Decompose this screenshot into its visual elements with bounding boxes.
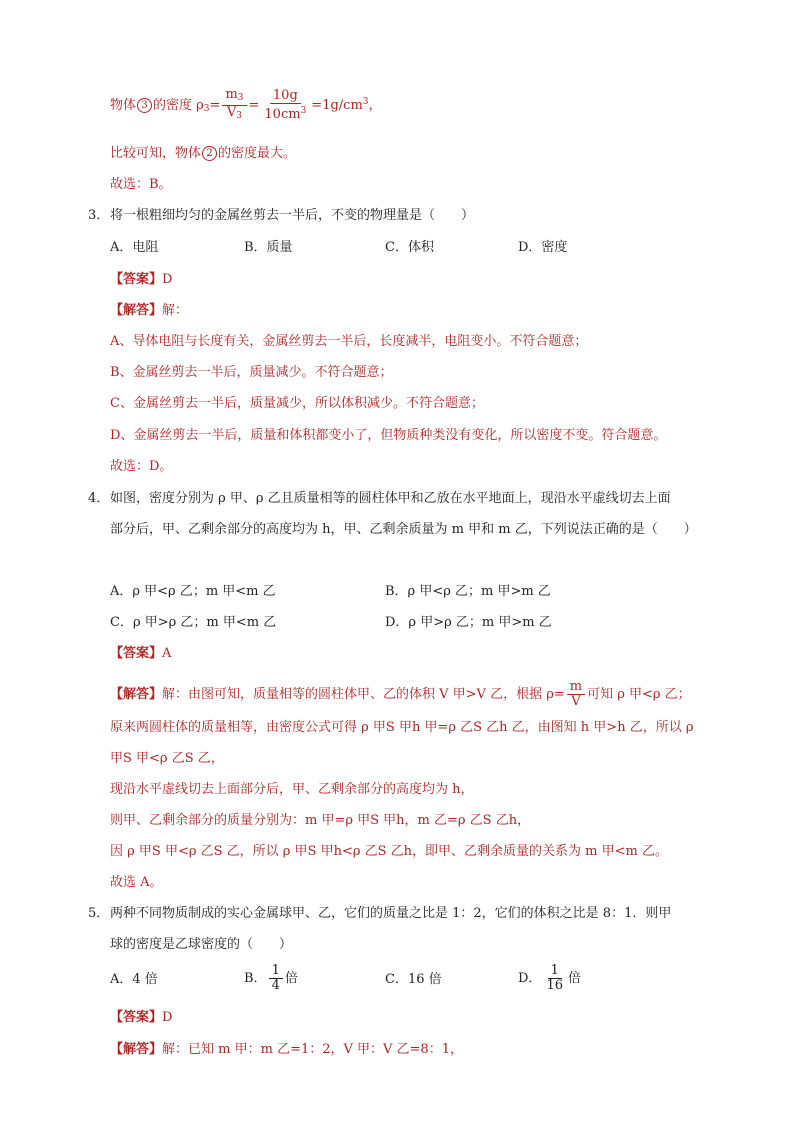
answer-label: 【答案】 [110, 646, 163, 661]
denominator: 16 [546, 978, 563, 993]
numerator: 10g [270, 89, 301, 104]
option-a: A．电阻 [110, 240, 159, 255]
compare-line [110, 146, 296, 162]
analysis-b: B、金属丝剪去一半后，质量减少。不符合题意； [110, 365, 393, 380]
analysis-a: A、导体电阻与长度有关，金属丝剪去一半后，长度减半，电阻变小。不符合题意； [110, 334, 588, 349]
answer-value: D [162, 272, 173, 287]
option-d: D．ρ 甲>ρ 乙；m 甲>m 乙 [385, 615, 552, 630]
analysis-label: 【解答】 [110, 1042, 163, 1057]
analysis-line-2: 原来两圆柱体的质量相等，由密度公式可得 ρ 甲S 甲h 甲=ρ 乙S 乙h 乙，由图知 h 甲>h 乙，所以 ρ [110, 720, 694, 735]
option-a: A．4 倍 [110, 972, 158, 987]
circled-number-3: 3 [137, 98, 152, 113]
option-c: C．16 倍 [385, 972, 442, 987]
analysis-line-3: 甲S 甲<ρ 乙S 乙， [110, 751, 224, 766]
superscript: 3 [362, 97, 369, 107]
text: 比较可知，物体 [110, 146, 202, 161]
option-c: C．ρ 甲>ρ 乙；m 甲<m 乙 [110, 615, 277, 630]
text: 倍 [567, 971, 581, 986]
answer-line [110, 1010, 172, 1026]
denominator: 4 [271, 978, 280, 993]
equals: = [248, 98, 260, 113]
denominator: V [571, 694, 581, 709]
analysis-d: D、金属丝剪去一半后，质量和体积都变小了，但物质种类没有变化，所以密度不变。符合题意。 [110, 428, 667, 443]
question-number: 4． [88, 491, 110, 506]
text: 的密度 ρ [153, 98, 204, 113]
numerator: m [225, 87, 238, 102]
fraction-10g-10cm3 [261, 89, 309, 122]
analysis-line [110, 303, 188, 319]
question-number: 5． [88, 906, 110, 921]
question-stem-1: 两种不同物质制成的实心金属球甲、乙，它们的质量之比是 1：2，它们的体积之比是 8：1．则甲 [110, 906, 672, 921]
denominator: V [226, 105, 237, 120]
question-stem-1: 如图，密度分别为 ρ 甲、ρ 乙且质量相等的圆柱体甲和乙放在水平地面上，现沿水平虚线切去上面 [110, 491, 671, 506]
equals: = [209, 98, 221, 113]
subscript: 3 [203, 104, 210, 114]
numerator: m [567, 680, 585, 695]
numerator: 1 [269, 964, 283, 979]
superscript: 3 [300, 106, 307, 116]
answer-line [110, 646, 171, 662]
choose-line: 故选：D。 [110, 459, 173, 474]
text: B． [244, 971, 267, 986]
text: 解：已知 m 甲：m 乙=1：2，V 甲：V 乙=8：1， [162, 1042, 463, 1057]
answer-label: 【答案】 [110, 272, 163, 287]
text: ， [368, 98, 382, 113]
option-b: B．ρ 甲<ρ 乙；m 甲>m 乙 [385, 584, 551, 599]
option-b: B．质量 [244, 240, 293, 255]
text: 物体 [110, 98, 137, 113]
answer-label: 【答案】 [110, 1010, 163, 1025]
option-c: C．体积 [385, 240, 434, 255]
option-b [244, 964, 298, 993]
choose-line: 故选 A。 [110, 875, 163, 890]
subscript: 3 [236, 111, 243, 121]
numerator: 1 [548, 964, 562, 979]
analysis-c: C、金属丝剪去一半后，质量减少，所以体积减少。不符合题意； [110, 396, 484, 411]
fraction-1-16 [543, 964, 566, 993]
text: 倍 [284, 971, 298, 986]
denominator: 10cm [264, 107, 301, 122]
analysis-label: 【解答】 [110, 687, 163, 702]
answer-value: D [162, 1010, 173, 1025]
text: 的密度最大。 [218, 146, 297, 161]
circled-number-2: 2 [202, 146, 217, 161]
question-stem-2: 球的密度是乙球密度的（ ） [110, 937, 293, 952]
question-stem: 将一根粗细均匀的金属丝剪去一半后，不变的物理量是（ ） [110, 208, 475, 223]
option-d: D．密度 [518, 240, 568, 255]
text: D． [518, 971, 542, 986]
analysis-line [110, 1042, 463, 1058]
answer-value: A [162, 646, 172, 661]
text: 解：由图可知，质量相等的圆柱体甲、乙的体积 V 甲>V 乙，根据 ρ= [162, 687, 565, 702]
subscript: 3 [237, 93, 244, 103]
analysis-line-5: 则甲、乙剩余部分的质量分别为：m 甲=ρ 甲S 甲h，m 乙=ρ 乙S 乙h， [110, 813, 531, 828]
result: =1g/cm [311, 98, 363, 113]
text: 解： [162, 303, 189, 318]
answer-line [110, 272, 172, 288]
analysis-line-1 [110, 680, 691, 709]
fraction-m-v [567, 680, 585, 709]
fraction-1-4 [269, 964, 283, 993]
analysis-line-6: 因 ρ 甲S 甲<ρ 乙S 乙，所以 ρ 甲S 甲h<ρ 乙S 乙h，即甲、乙剩余质量的关系为 m 甲<m 乙。 [110, 844, 668, 859]
fraction-m3-v3 [222, 88, 246, 123]
text: 可知 ρ 甲<ρ 乙； [587, 687, 691, 702]
question-number: 3． [88, 208, 110, 223]
analysis-line-4: 现沿水平虚线切去上面部分后，甲、乙剩余部分的高度均为 h， [110, 782, 474, 797]
density3-line [110, 88, 382, 123]
analysis-label: 【解答】 [110, 303, 163, 318]
choose-line: 故选：B。 [110, 177, 172, 192]
option-a: A．ρ 甲<ρ 乙；m 甲<m 乙 [110, 584, 276, 599]
question-stem-2: 部分后，甲、乙剩余部分的高度均为 h，甲、乙剩余质量为 m 甲和 m 乙，下列说法正确的是（ ） [110, 522, 697, 537]
option-d [518, 964, 581, 993]
